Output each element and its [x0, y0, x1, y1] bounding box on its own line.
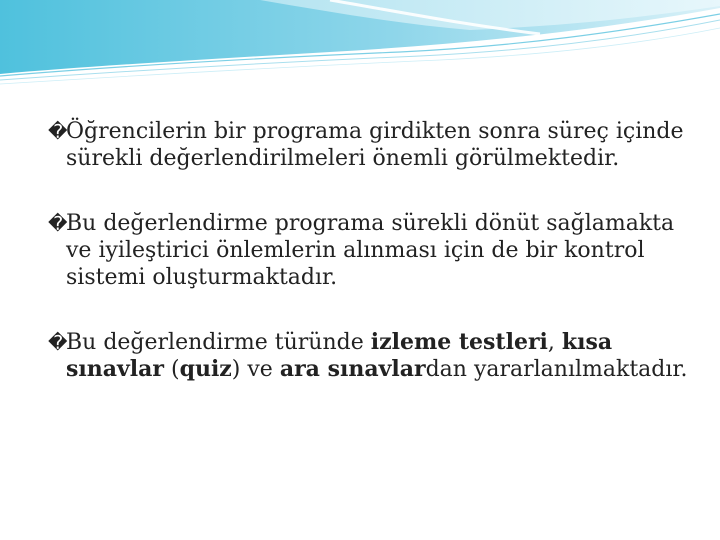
- bullet-marker-icon: �: [48, 213, 68, 235]
- bullet-3-text-part: dan yararlanılmaktadır.: [425, 357, 688, 382]
- bullet-3-text-part: (: [163, 357, 180, 382]
- bullet-3-bold-term: izleme testleri: [370, 329, 548, 355]
- bullet-3-text-part: Bu değerlendirme türünde: [66, 330, 371, 355]
- bullet-3-bold-term: quiz: [179, 356, 232, 382]
- bullet-3-bold-term: kısa sınavlar: [66, 329, 613, 382]
- bullet-item-2: [48, 210, 688, 291]
- bullet-3-bold-term: ara sınavlar: [279, 356, 426, 382]
- bullet-3-text-part: ) ve: [231, 357, 280, 382]
- bullet-3-text-part: ,: [547, 330, 562, 355]
- slide-content: [48, 118, 688, 383]
- bullet-marker-icon: �: [48, 121, 68, 143]
- bullet-item-1: [48, 118, 688, 172]
- bullet-marker-icon: �: [48, 332, 68, 354]
- bullet-1-text: Öğrencilerin bir programa girdikten sonra süreç içinde sürekli değerlendirilmeleri önemli görülmektedir.: [66, 119, 684, 171]
- header-wave-decoration: [0, 0, 720, 90]
- bullet-item-3: [48, 329, 688, 383]
- bullet-2-text: Bu değerlendirme programa sürekli dönüt sağlamakta ve iyileştirici önlemlerin alınması için de bir kontrol sistemi oluşturmaktadır.: [66, 211, 675, 290]
